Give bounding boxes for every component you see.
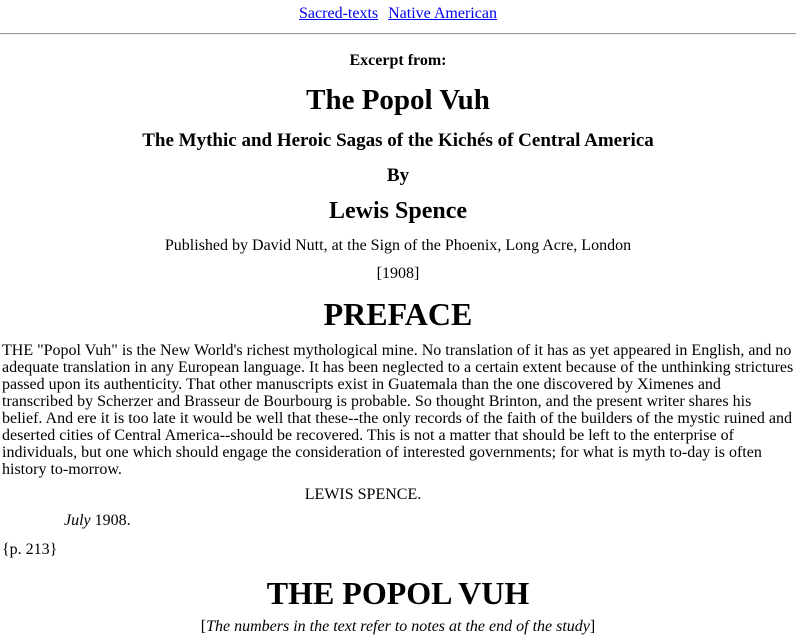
note-bracket-open: [ xyxy=(200,618,207,635)
notes-reference-line xyxy=(0,618,796,636)
nav-link-native-american[interactable]: Native American xyxy=(388,5,497,22)
page xyxy=(0,5,796,636)
preface-date-year: 1908. xyxy=(90,512,131,529)
publication-year: [1908] xyxy=(376,265,420,282)
nav-link-sacred-texts[interactable]: Sacred-texts xyxy=(299,5,379,22)
publisher-line: Published by David Nutt, at the Sign of the Phoenix, Long Acre, London xyxy=(164,237,632,254)
divider-rule xyxy=(0,33,796,35)
by-label: By xyxy=(386,165,410,186)
preface-signature: LEWIS SPENCE. xyxy=(304,486,422,503)
note-bracket-close: ] xyxy=(589,618,596,635)
top-nav xyxy=(0,5,796,23)
main-heading: THE POPOL VUH xyxy=(266,575,530,611)
note-text: The numbers in the text refer to notes at the end of the study xyxy=(206,618,590,635)
preface-paragraph: THE "Popol Vuh" is the New World's richest mythological mine. No translation of it has as yet appeared in English, and no adequate translation in any European language. It has been neglected to a certain extent because of the unthinking strictures passed upon its authenticity. That other manuscripts exist in Guatemala than the one discovered by Ximenes and transcribed by Scherzer and Brasseur de Bourbourg is probable. So thought Brinton, and the present writer shares his belief. And ere it is too late it would be well that these--the only records of the faith of the builders of the mystic ruined and deserted cities of Central America--should be recovered. This is not a matter that should be left to the enterprise of individuals, but one which should engage the consideration of interested governments; for what is myth to-day is often history to-morrow. xyxy=(2,342,794,478)
book-subtitle: The Mythic and Heroic Sagas of the Kichés of Central America xyxy=(142,130,654,151)
preface-date xyxy=(62,512,796,530)
author-name: Lewis Spence xyxy=(329,198,467,224)
preface-date-month: July xyxy=(64,512,91,529)
preface-heading: PREFACE xyxy=(323,296,473,332)
page-marker: {p. 213} xyxy=(2,541,58,558)
book-title: The Popol Vuh xyxy=(306,84,490,116)
excerpt-label: Excerpt from: xyxy=(349,52,447,69)
